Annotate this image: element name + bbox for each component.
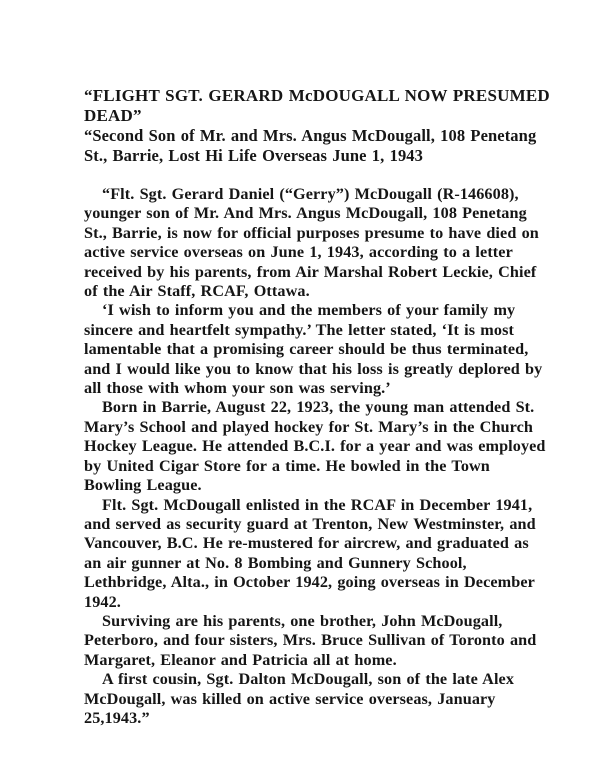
article-paragraph: A first cousin, Sgt. Dalton McDougall, son of the late Alex McDougall, was killed on active service overseas, January 25,1943.” xyxy=(84,670,515,727)
article-paragraph: “Flt. Sgt. Gerard Daniel (“Gerry”) McDougall (R-146608), younger son of Mr. And Mrs. Angus McDougall, 108 Penetang St., Barrie, is now for official purposes presume to have died on active service overseas on June 1, 1943, according to a letter received by his parents, from Air Marshal Robert Leckie, Chief of the Air Staff, RCAF, Ottawa. xyxy=(84,185,539,301)
article-paragraph: ‘I wish to inform you and the members of your family my sincere and heartfelt sympathy.’ The letter stated, ‘It is most lamentable that a promising career should be thus terminated, and I would like you to know that his loss is greatly deplored by all those with whom your son was serving.’ xyxy=(84,301,543,398)
article-paragraph: Surviving are his parents, one brother, John McDougall, Peterboro, and four sisters, Mrs. Bruce Sullivan of Toronto and Margaret, Eleanor and Patricia all at home. xyxy=(84,611,537,669)
article-headline: “FLIGHT SGT. GERARD McDOUGALL NOW PRESUMED DEAD” xyxy=(84,86,550,125)
article-subhead: “Second Son of Mr. and Mrs. Angus McDougall, 108 Penetang St., Barrie, Lost Hi Life Overseas June 1, 1943 xyxy=(84,126,537,165)
article-paragraph: Born in Barrie, August 22, 1923, the young man attended St. Mary’s School and played hockey for St. Mary’s in the Church Hockey League. He attended B.C.I. for a year and was employed by United Cigar Store for a time. He bowled in the Town Bowling League. xyxy=(84,398,546,495)
headline-body-spacer xyxy=(84,166,550,185)
article-paragraph: Flt. Sgt. McDougall enlisted in the RCAF in December 1941, and served as security guard at Trenton, New Westminster, and Vancouver, B.C. He re-mustered for aircrew, and graduated as an air gunner at No. 8 Bombing and Gunnery School, Lethbridge, Alta., in October 1942, going overseas in December 1942. xyxy=(84,495,536,611)
